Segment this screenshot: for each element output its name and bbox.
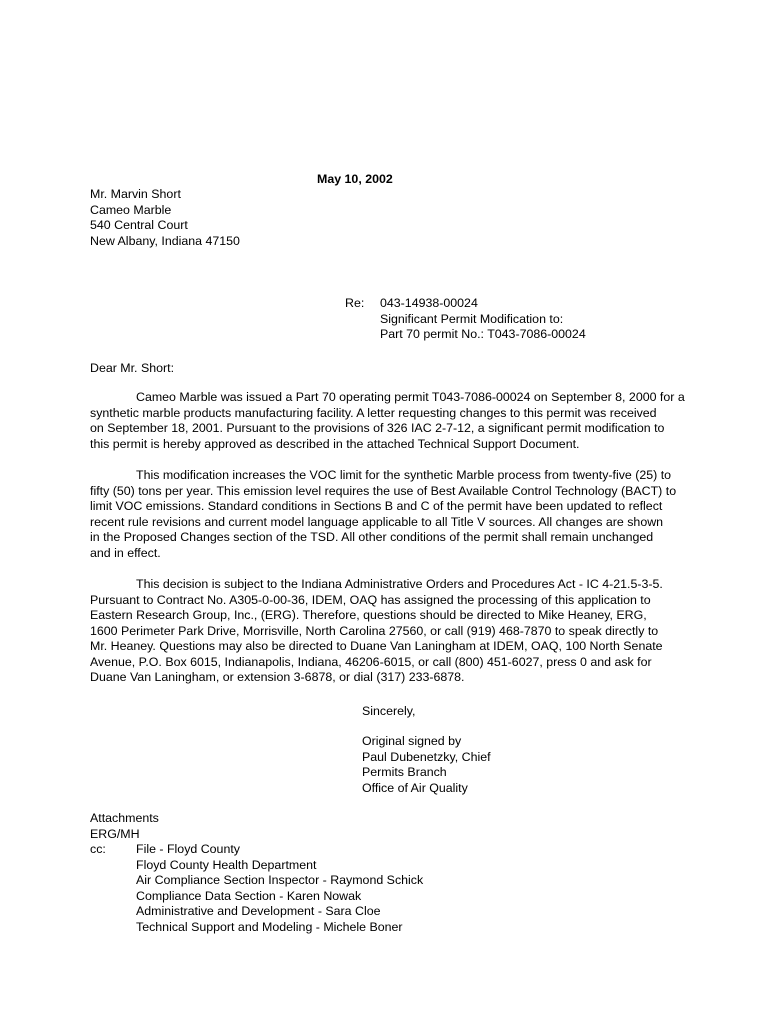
recipient-name: Mr. Marvin Short: [90, 187, 181, 201]
paragraph-line: Duane Van Laningham, or extension 3-6878, or dial (317) 233-6878.: [90, 670, 465, 684]
paragraph-line: This modification increases the VOC limit for the synthetic Marble process from twenty-five (25) to: [136, 468, 672, 482]
paragraph-line: Cameo Marble was issued a Part 70 operating permit T043-7086-00024 on September 8, 2000 for a: [136, 390, 685, 404]
signature-office: Office of Air Quality: [362, 780, 468, 795]
paragraph-line: limit VOC emissions. Standard conditions in Sections B and C of the permit have been updated to reflect: [90, 499, 663, 513]
cc-label: cc:: [90, 842, 106, 856]
letter-date: May 10, 2002: [317, 172, 393, 186]
cc-item: Administrative and Development - Sara Cloe: [136, 904, 381, 918]
paragraph-line: 1600 Perimeter Park Drive, Morrisville, North Carolina 27560, or call (919) 468-7870 to speak directly to: [90, 623, 659, 638]
re-line: 043-14938-00024: [380, 296, 478, 310]
recipient-street: 540 Central Court: [90, 218, 188, 232]
re-block: [380, 296, 586, 343]
cc-item: File - Floyd County: [136, 842, 240, 856]
body-paragraph-2: [90, 468, 690, 561]
recipient-company: Cameo Marble: [90, 202, 172, 217]
paragraph-line: this permit is hereby approved as described in the attached Technical Support Document.: [90, 436, 580, 451]
initials: ERG/MH: [90, 826, 140, 841]
re-label: Re:: [345, 296, 365, 310]
salutation: Dear Mr. Short:: [90, 361, 175, 375]
paragraph-line: synthetic marble products manufacturing facility. A letter requesting changes to this permit was received: [90, 405, 657, 420]
paragraph-line: Avenue, P.O. Box 6015, Indianapolis, Indiana, 46206-6015, or call (800) 451-6027, press 0 and ask for: [90, 654, 652, 669]
cc-item: Air Compliance Section Inspector - Raymond Schick: [136, 873, 424, 887]
paragraph-line: This decision is subject to the Indiana Administrative Orders and Procedures Act - IC 4-21.5-3-5.: [136, 577, 663, 591]
paragraph-line: Eastern Research Group, Inc., (ERG). Therefore, questions should be directed to Mike Heaney, ERG,: [90, 608, 647, 622]
closing: Sincerely,: [362, 704, 416, 718]
body-paragraph-1: [90, 390, 690, 452]
recipient-address: [90, 187, 240, 249]
paragraph-line: fifty (50) tons per year. This emission level requires the use of Best Available Control Technology (BACT) to: [90, 483, 677, 498]
body-paragraph-3: [90, 577, 690, 686]
signature-dept: Permits Branch: [362, 765, 447, 779]
paragraph-line: and in effect.: [90, 545, 161, 560]
signature-name: Paul Dubenetzky, Chief: [362, 749, 491, 764]
paragraph-line: Pursuant to Contract No. A305-0-00-36, IDEM, OAQ has assigned the processing of this application to: [90, 592, 651, 607]
recipient-city: New Albany, Indiana 47150: [90, 233, 240, 248]
re-line: Significant Permit Modification to:: [380, 311, 564, 326]
signature-block: [362, 734, 491, 796]
paragraph-line: in the Proposed Changes section of the TSD. All other conditions of the permit shall remain unchanged: [90, 530, 654, 544]
paragraph-line: recent rule revisions and current model language applicable to all Title V sources. All changes are shown: [90, 514, 664, 529]
re-line: Part 70 permit No.: T043-7086-00024: [380, 327, 586, 341]
cc-list: [136, 842, 423, 935]
attachments-block: [90, 811, 159, 842]
cc-item: Floyd County Health Department: [136, 857, 317, 872]
attachments-label: Attachments: [90, 811, 159, 825]
paragraph-line: on September 18, 2001. Pursuant to the provisions of 326 IAC 2-7-12, a significant permit modification to: [90, 421, 665, 435]
cc-item: Compliance Data Section - Karen Nowak: [136, 888, 362, 903]
paragraph-line: Mr. Heaney. Questions may also be directed to Duane Van Laningham at IDEM, OAQ, 100 North Senate: [90, 639, 663, 653]
cc-item: Technical Support and Modeling - Michele Boner: [136, 919, 403, 934]
signature-line: Original signed by: [362, 734, 462, 748]
